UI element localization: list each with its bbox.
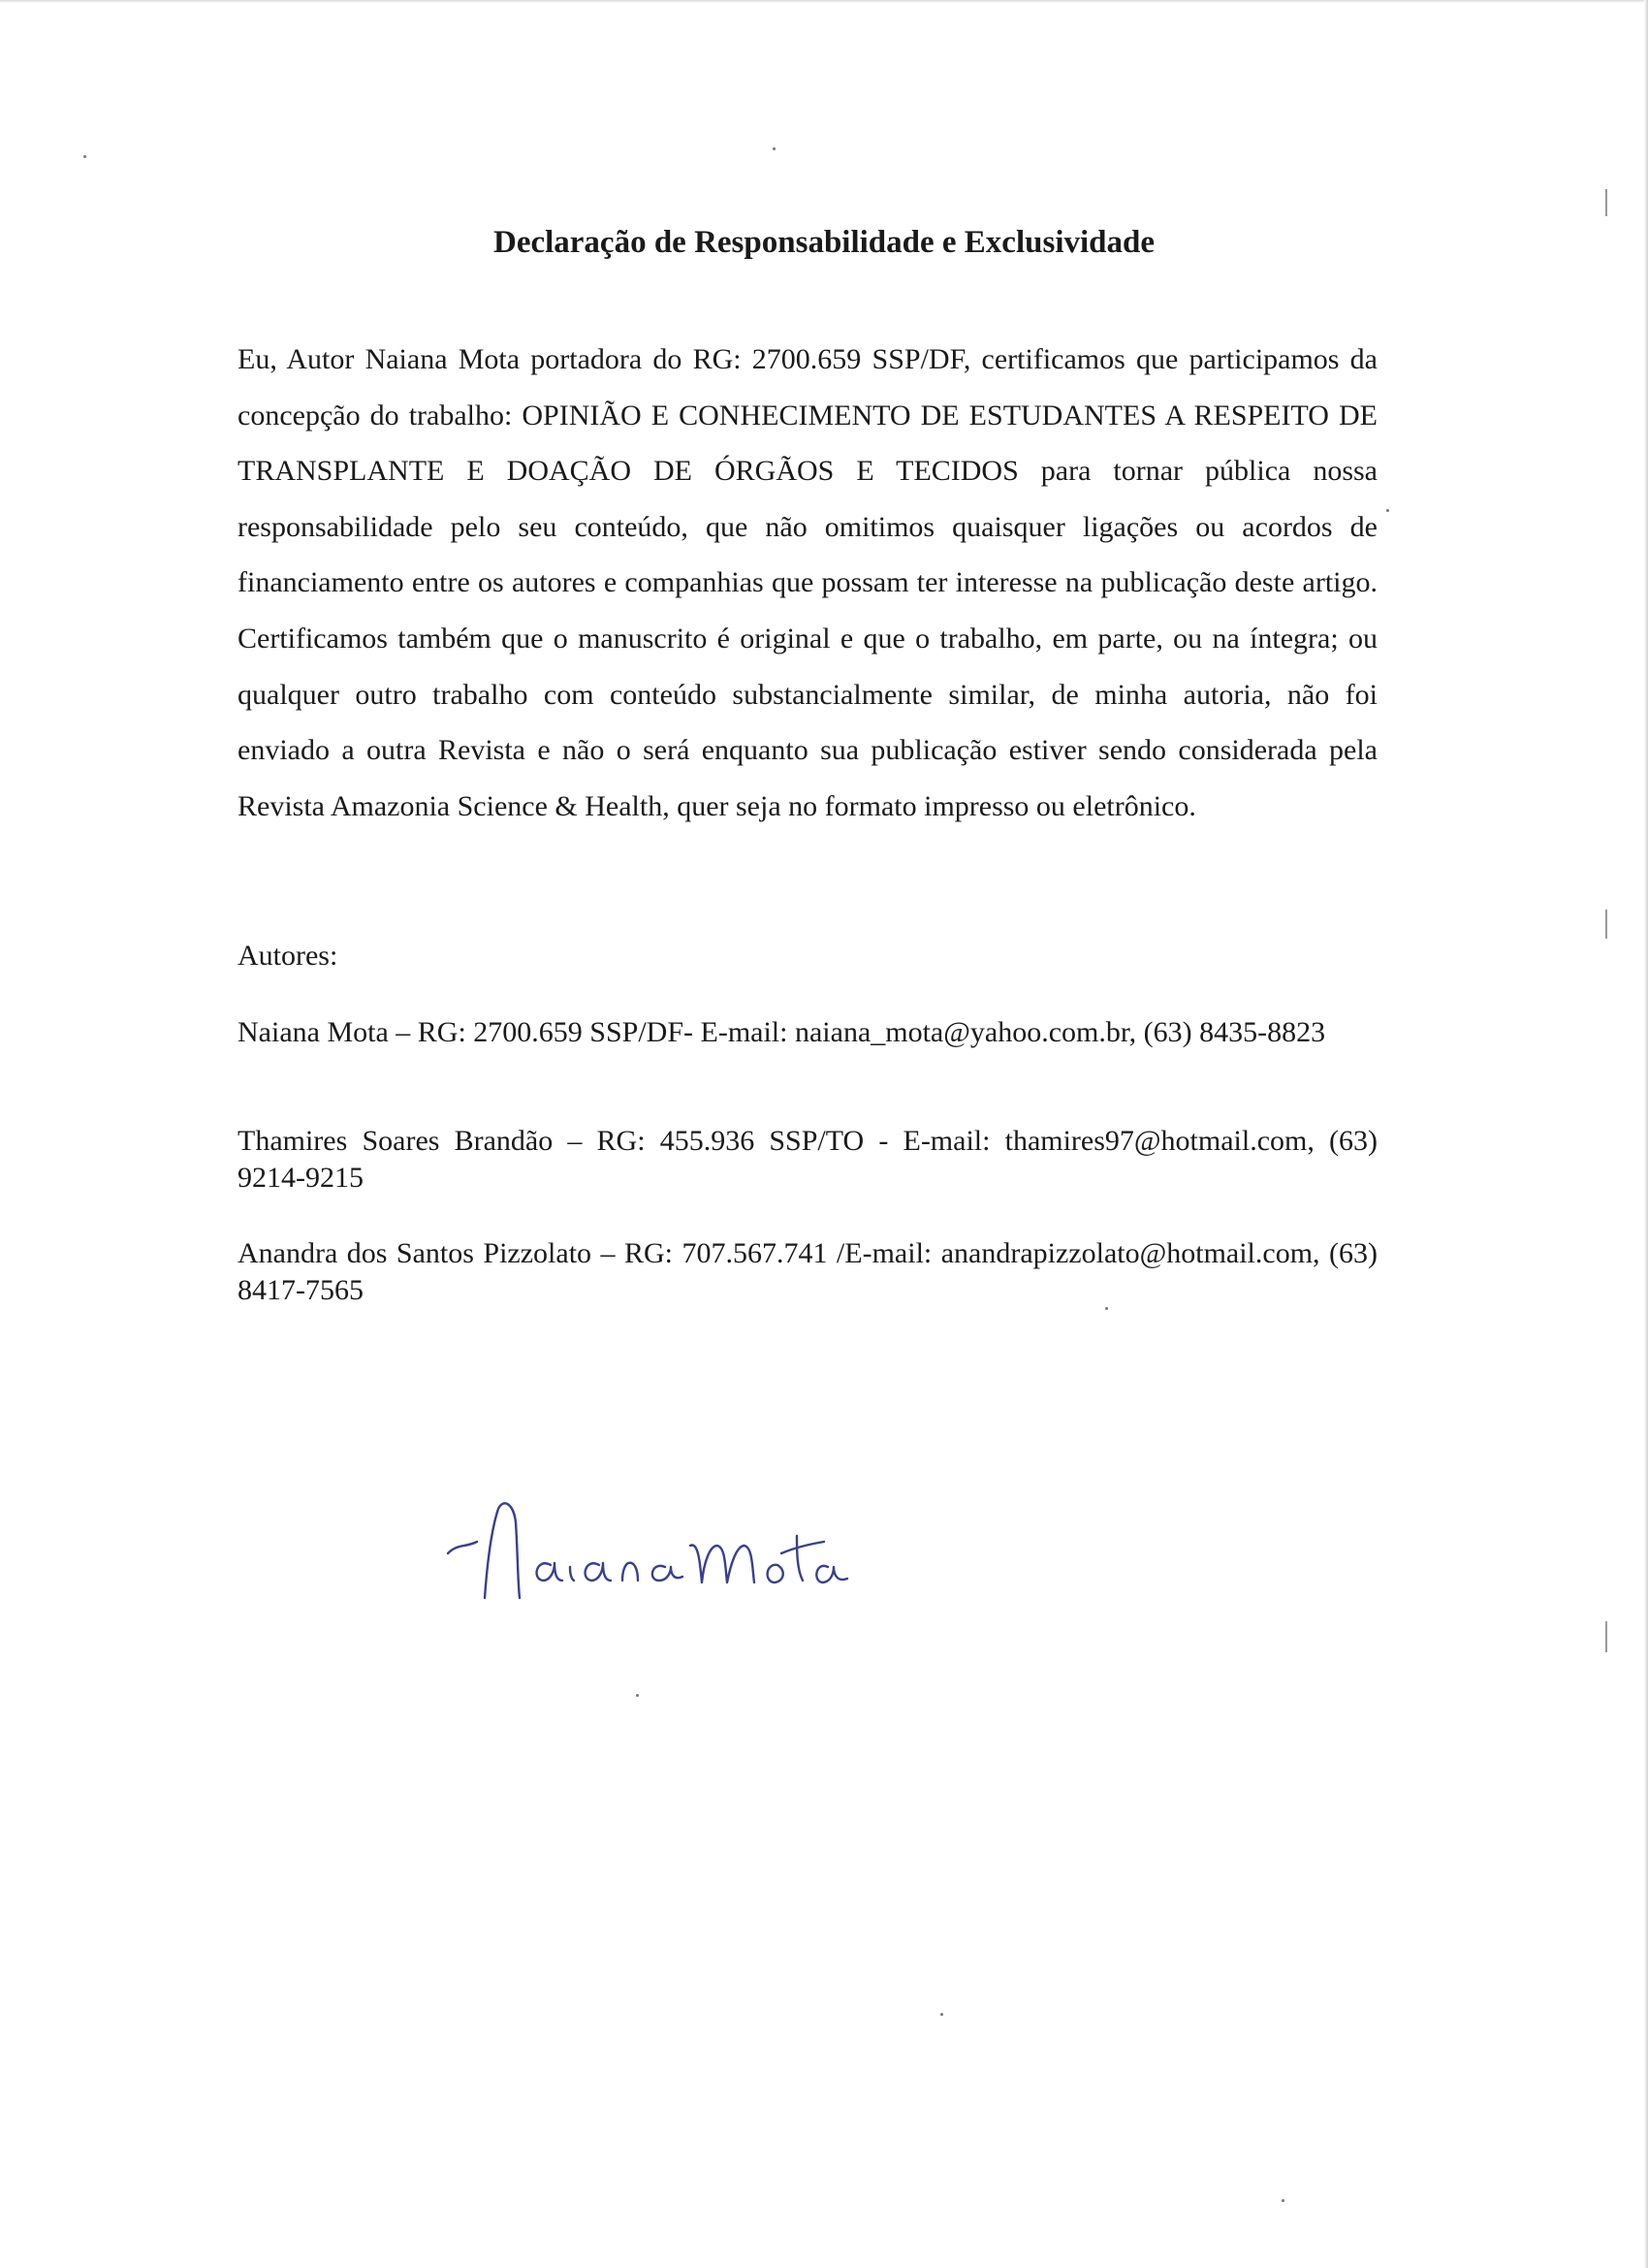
scan-speck <box>773 147 776 150</box>
declaration-body: Eu, Autor Naiana Mota portadora do RG: 2700.659 SSP/DF, certificamos que participamos da concepção do trabalho: OPINIÃO E CONHECIMENTO DE ESTUDANTES A RESPEITO DE TRANSPLANTE E DOAÇÃO DE ÓRGÃOS E TECIDOS para tornar pública nossa responsabilidade pelo seu conteúdo, que não omitimos quaisquer ligações ou acordos de financiamento entre os autores e companhias que possam ter interesse na publicação deste artigo. Certificamos também que o manuscrito é original e que o trabalho, em parte, ou na íntegra; ou qualquer outro trabalho com conteúdo substancialmente similar, de minha autoria, não foi enviado a outra Revista e não o será enquanto sua publicação estiver sendo considerada pela Revista Amazonia Science & Health, quer seja no formato impresso ou eletrônico. <box>238 343 1378 822</box>
scan-edge-top <box>0 0 1648 3</box>
scan-speck <box>1282 2199 1284 2202</box>
scan-speck <box>636 1694 639 1697</box>
scan-mark <box>1605 1621 1607 1652</box>
scan-speck <box>1386 509 1389 512</box>
handwritten-signature <box>436 1484 863 1619</box>
author-entry: Anandra dos Santos Pizzolato – RG: 707.567.741 /E-mail: anandrapizzolato@hotmail.com, (63) 8417-7565 <box>238 1237 1378 1306</box>
scan-speck <box>940 2013 943 2016</box>
author-entry: Naiana Mota – RG: 2700.659 SSP/DF- E-mail: naiana_mota@yahoo.com.br, (63) 8435-8823 <box>238 1016 1326 1048</box>
document-title: Declaração de Responsabilidade e Exclusividade <box>492 225 1156 260</box>
scan-mark <box>1605 189 1607 216</box>
author-entry: Thamires Soares Brandão – RG: 455.936 SSP/TO - E-mail: thamires97@hotmail.com, (63) 9214-9215 <box>238 1125 1378 1194</box>
authors-heading: Autores: <box>238 940 338 972</box>
scan-edge-right <box>1644 0 1648 2268</box>
scan-speck <box>83 155 86 158</box>
scan-mark <box>1605 910 1607 939</box>
